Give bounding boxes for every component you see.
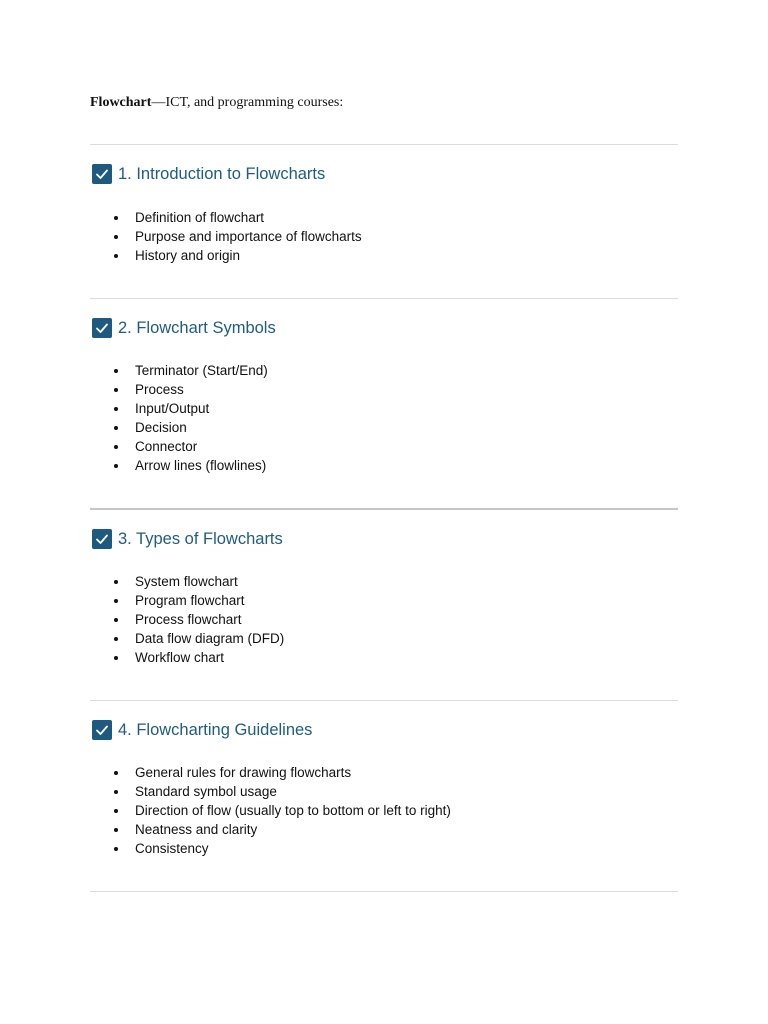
list-item: Input/Output — [112, 399, 268, 418]
bullet-list-1 — [112, 208, 362, 265]
divider — [90, 298, 678, 299]
bullet-list-4 — [112, 763, 451, 858]
list-item: Purpose and importance of flowcharts — [112, 227, 362, 246]
divider — [90, 891, 678, 892]
section-title: 4. Flowcharting Guidelines — [118, 721, 313, 739]
list-item: Terminator (Start/End) — [112, 361, 268, 380]
list-item: Process flowchart — [112, 610, 284, 629]
checkbox-checked-icon — [92, 318, 112, 338]
list-item: History and origin — [112, 246, 362, 265]
intro-line — [90, 94, 343, 112]
section-heading-4 — [92, 719, 312, 741]
list-item: Process — [112, 380, 268, 399]
list-item: Data flow diagram (DFD) — [112, 629, 284, 648]
checkbox-checked-icon — [92, 529, 112, 549]
divider — [90, 700, 678, 701]
list-item: Connector — [112, 437, 268, 456]
list-item: Program flowchart — [112, 591, 284, 610]
intro-bold: Flowchart — [90, 95, 152, 110]
list-item: Definition of flowchart — [112, 208, 362, 227]
section-heading-3 — [92, 528, 283, 550]
checkbox-checked-icon — [92, 720, 112, 740]
list-item: Standard symbol usage — [112, 782, 451, 801]
list-item: Workflow chart — [112, 648, 284, 667]
intro-rest: —ICT, and programming courses: — [151, 95, 344, 110]
list-item: Decision — [112, 418, 268, 437]
list-item: Direction of flow (usually top to bottom or left to right) — [112, 801, 451, 820]
section-title: 2. Flowchart Symbols — [118, 319, 276, 337]
divider — [90, 508, 678, 510]
section-title: 1. Introduction to Flowcharts — [118, 165, 326, 183]
divider — [90, 144, 678, 145]
checkbox-checked-icon — [92, 164, 112, 184]
list-item: System flowchart — [112, 572, 284, 591]
list-item: Consistency — [112, 839, 451, 858]
list-item: General rules for drawing flowcharts — [112, 763, 451, 782]
section-title: 3. Types of Flowcharts — [118, 530, 283, 548]
list-item: Neatness and clarity — [112, 820, 451, 839]
section-heading-1 — [92, 163, 325, 185]
bullet-list-2 — [112, 361, 268, 475]
bullet-list-3 — [112, 572, 284, 667]
list-item: Arrow lines (flowlines) — [112, 456, 268, 475]
section-heading-2 — [92, 317, 276, 339]
